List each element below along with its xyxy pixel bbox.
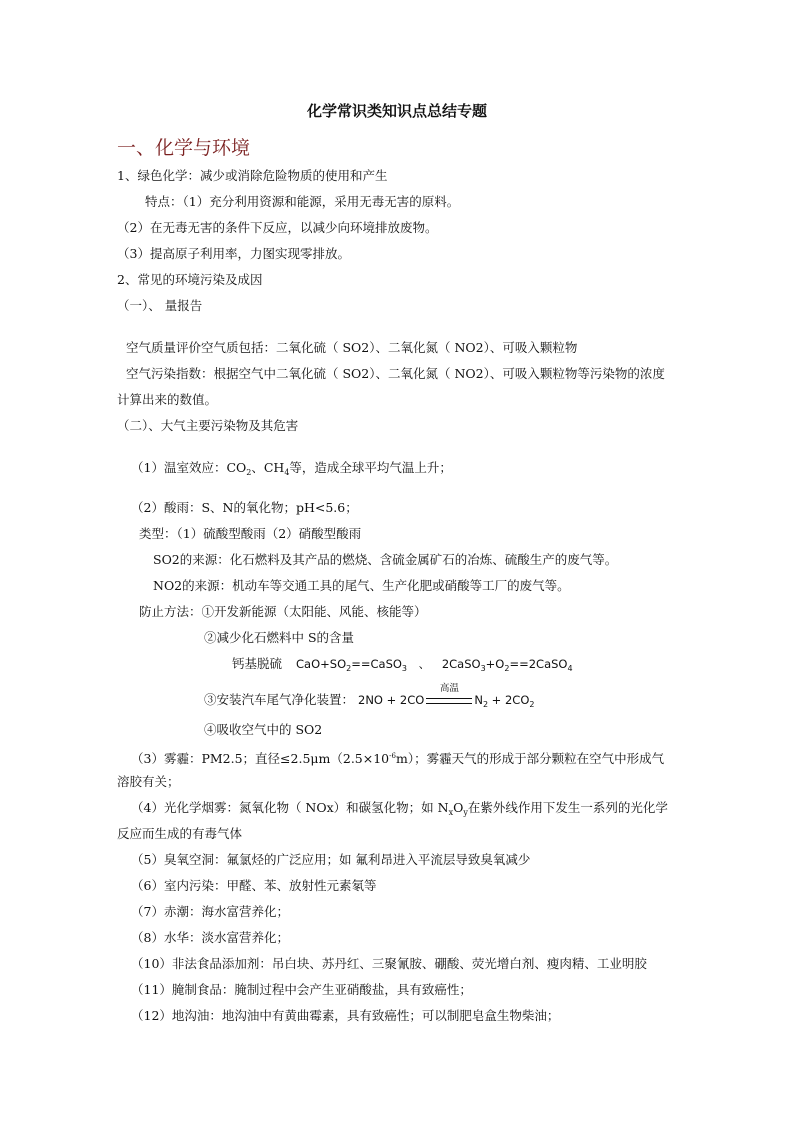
pickled-food-line: （11）腌制食品：腌制过程中会产生亚硝酸盐，具有致癌性； bbox=[131, 982, 472, 997]
greenhouse-text-b: 、CH bbox=[251, 460, 285, 475]
green-chem-line: 1、绿色化学：减少或消除危险物质的使用和产生 bbox=[117, 168, 388, 183]
photochem-text-a: （4）光化学烟雾：氮氧化物（ NOx）和碳氢化物；如 N bbox=[131, 800, 449, 815]
prevention-3 bbox=[204, 683, 535, 713]
food-additive-line: （10）非法食品添加剂：吊白块、苏丹红、三聚氰胺、硼酸、荧光增白剂、瘦肉精、工业明胶 bbox=[131, 956, 647, 971]
ca-eq-b: ==CaSO bbox=[351, 657, 402, 671]
air-quality-line: 空气质量评价空气质包括：二氧化硫（ SO2）、二氧化氮（ NO2）、可吸入颗粒物 bbox=[126, 340, 578, 355]
exhaust-eq-r1: N bbox=[474, 693, 483, 707]
acid-rain-line: （2）酸雨：S、N的氧化物；pH<5.6； bbox=[131, 500, 358, 515]
ca-eq-e: ==2CaSO bbox=[509, 657, 568, 671]
exhaust-eq-left: 2NO + 2CO bbox=[358, 693, 425, 707]
calcium-desulfurization bbox=[232, 656, 573, 677]
ca-eq-s3: 3 bbox=[480, 664, 486, 673]
exhaust-eq-s1: 2 bbox=[482, 700, 489, 709]
section-heading: 一、化学与环境 bbox=[117, 137, 251, 159]
subheading-1: （一）、 量报告 bbox=[117, 298, 203, 313]
ca-eq-sep: 、 bbox=[418, 657, 431, 671]
photochem-sub-2: y bbox=[463, 808, 468, 817]
prevention-1: 防止方法：①开发新能源（太阳能、风能、核能等） bbox=[139, 604, 427, 619]
so2-source: SO2的来源：化石燃料及其产品的燃烧、含硫金属矿石的冶炼、硫酸生产的废气等。 bbox=[153, 552, 618, 567]
exhaust-eq-s2: 2 bbox=[529, 700, 535, 709]
no2-source: NO2的来源：机动车等交通工具的尾气、生产化肥或硝酸等工厂的废气等。 bbox=[153, 578, 570, 593]
ozone-line: （5）臭氧空洞：氟氯烃的广泛应用；如 氟利昂进入平流层导致臭氧减少 bbox=[131, 852, 531, 867]
ca-eq-s5: 4 bbox=[567, 664, 573, 673]
ca-eq-s1: 2 bbox=[346, 664, 352, 673]
photochem-line-cont: 反应而生成的有毒气体 bbox=[117, 826, 243, 841]
photochem-text-c: 在紫外线作用下发生一系列的光化学 bbox=[467, 800, 668, 815]
reaction-arrow bbox=[426, 683, 472, 708]
page-title: 化学常识类知识点总结专题 bbox=[306, 102, 487, 120]
ca-eq-s2: 3 bbox=[401, 664, 408, 673]
smog-sup: -6 bbox=[389, 752, 396, 760]
photochem-line bbox=[131, 800, 668, 821]
ca-eq-d: +O bbox=[485, 657, 505, 671]
green-chem-feature-3: （3）提高原子利用率，力图实现零排放。 bbox=[117, 246, 350, 261]
subheading-2: （二）、大气主要污染物及其危害 bbox=[117, 418, 299, 433]
prevention-4: ④吸收空气中的 SO2 bbox=[204, 722, 323, 737]
reaction-condition: 高温 bbox=[439, 683, 459, 694]
air-index-line: 空气污染指数：根据空气中二氧化硫（ SO2）、二氧化氮（ NO2）、可吸入颗粒物等污染物的浓度 bbox=[126, 366, 665, 381]
air-index-line-cont: 计算出来的数值。 bbox=[117, 392, 218, 407]
smog-text-b: m）；雾霾天气的形成于部分颗粒在空气中形成气 bbox=[395, 751, 665, 766]
smog-line-cont: 溶胶有关； bbox=[117, 774, 180, 789]
greenhouse-sub-1: 2 bbox=[246, 468, 252, 477]
prevention-2: ②减少化石燃料中 S的含量 bbox=[204, 630, 355, 645]
equals-arrow-icon bbox=[426, 698, 472, 704]
photochem-sub-1: x bbox=[448, 808, 454, 817]
green-chem-feature-1: 特点：（1）充分利用资源和能源，采用无毒无害的原料。 bbox=[145, 194, 460, 209]
exhaust-eq-r2: + 2CO bbox=[488, 693, 530, 707]
prevention-3-text: ③安装汽车尾气净化装置： bbox=[204, 692, 355, 707]
acid-rain-type: 类型：（1）硫酸型酸雨（2）硝酸型酸雨 bbox=[139, 526, 362, 541]
algal-bloom-line: （8）水华：淡水富营养化； bbox=[131, 930, 289, 945]
smog-text-a: （3）雾霾：PM2.5；直径≤2.5μm（2.5×10 bbox=[131, 751, 390, 766]
calcium-label: 钙基脱硫 bbox=[232, 656, 283, 671]
smog-line bbox=[131, 748, 664, 767]
greenhouse-sub-2: 4 bbox=[284, 468, 290, 477]
greenhouse-text-c: 等，造成全球平均气温上升； bbox=[289, 460, 452, 475]
green-chem-feature-2: （2）在无毒无害的条件下反应，以减少向环境排放废物。 bbox=[117, 220, 438, 235]
red-tide-line: （7）赤潮：海水富营养化； bbox=[131, 904, 289, 919]
ca-eq-c: 2CaSO bbox=[441, 657, 481, 671]
greenhouse-line bbox=[131, 460, 452, 481]
ca-eq-s4: 2 bbox=[504, 664, 510, 673]
exhaust-equation bbox=[358, 683, 535, 709]
indoor-line: （6）室内污染：甲醛、苯、放射性元素氡等 bbox=[131, 878, 377, 893]
photochem-text-b: O bbox=[453, 800, 464, 815]
ca-eq-a: CaO+SO bbox=[296, 657, 347, 671]
pollution-heading: 2、常见的环境污染及成因 bbox=[117, 272, 263, 287]
greenhouse-text-a: （1）温室效应：CO bbox=[131, 460, 247, 475]
gutter-oil-line: （12）地沟油：地沟油中有黄曲霉素，具有致癌性；可以制肥皂盒生物柴油； bbox=[131, 1008, 560, 1023]
calcium-equation bbox=[296, 657, 573, 671]
